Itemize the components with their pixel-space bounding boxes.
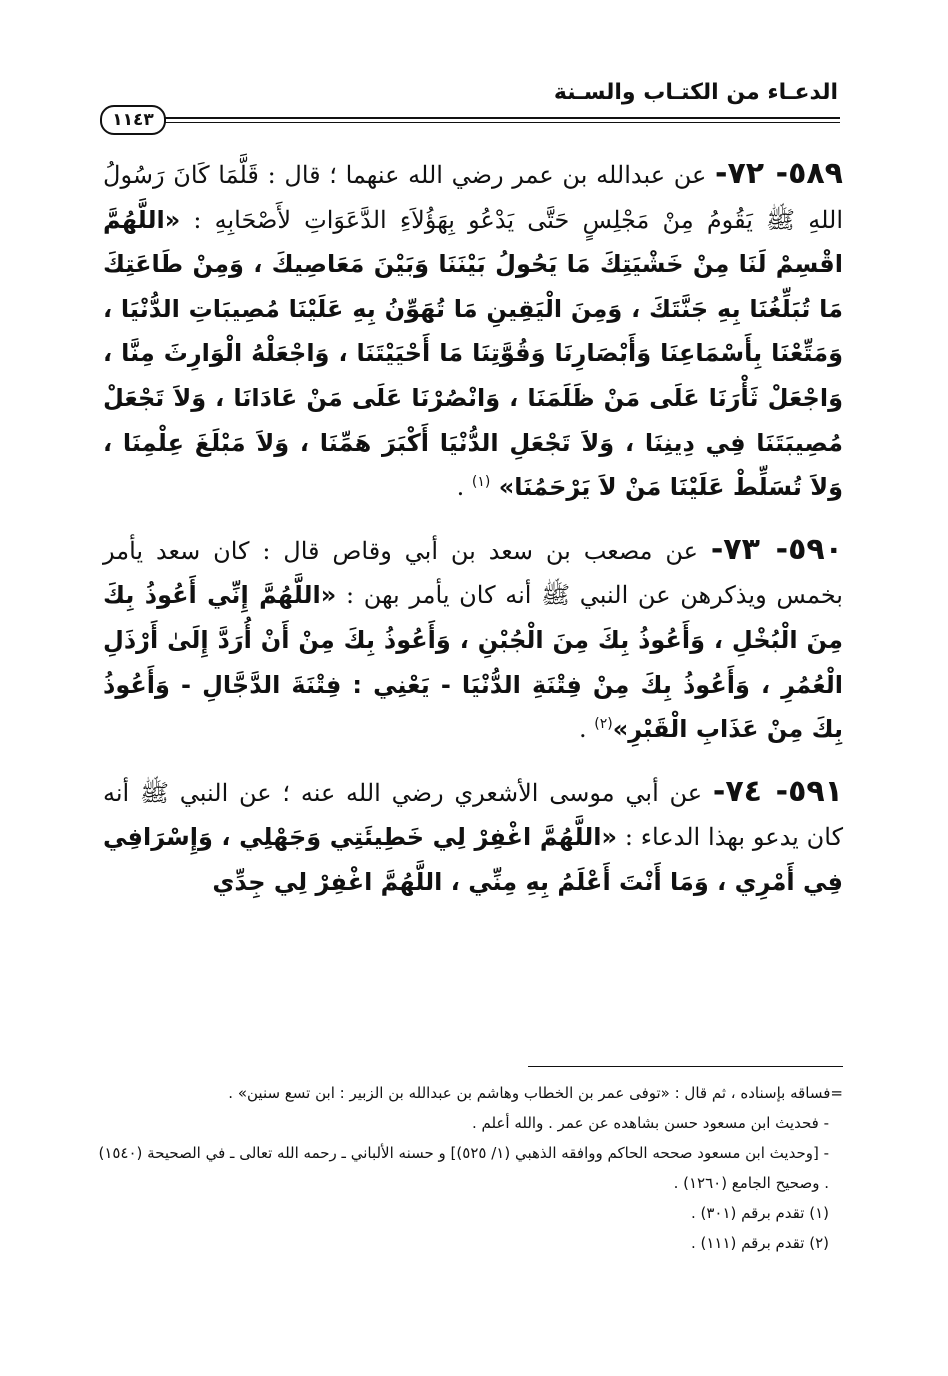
footnote-ref: (١) bbox=[471, 474, 491, 491]
page-number-badge bbox=[100, 105, 166, 135]
body-text bbox=[103, 152, 843, 905]
hadith-intro: عن عبدالله بن عمر رضي الله عنهما ؛ قال : قَلَّمَا كَانَ رَسُولُ اللهِ ﷺ يَقُومُ مِنْ مَجْلِسٍ حَتَّى يَدْعُو بِهَؤُلاَءِ الدَّعَوَاتِ لأَصْحَابِهِ : bbox=[103, 161, 843, 234]
footnote-note-a: - فحديث ابن مسعود حسن بشاهده عن عمر . والله أعلم . bbox=[471, 1114, 829, 1132]
footnotes bbox=[98, 1078, 843, 1258]
footnote-ref: (٢) bbox=[594, 716, 613, 733]
page-number: ١١٤٣ bbox=[112, 110, 154, 130]
hadith-590 bbox=[103, 528, 843, 752]
footnote-2: (٢) تقدم برقم (١١١) . bbox=[690, 1234, 829, 1252]
hadith-tail: . bbox=[456, 473, 472, 502]
hadith-number: ٥٩٠- ٧٣- bbox=[710, 531, 843, 567]
hadith-tail: . bbox=[579, 715, 595, 744]
hadith-dua: «اللَّهُمَّ إِنِّي أَعُوذُ بِكَ مِنَ الْبُخْلِ ، وَأَعُوذُ بِكَ مِنَ الْجُبْنِ ، وَأَعُوذُ بِكَ مِنْ أَنْ أُرَدَّ إِلَىٰ أَرْذَلِ الْعُمُرِ ، وَأَعُوذُ بِكَ مِنْ فِتْنَةِ الدُّنْيَا - يَعْنِي : فِتْنَةَ الدَّجَّالِ - وَأَعُوذُ بِكَ مِنْ عَذَابِ الْقَبْرِ» bbox=[103, 581, 843, 744]
footnote-1: (١) تقدم برقم (٣٠١) . bbox=[690, 1204, 829, 1222]
hadith-number: ٥٩١- ٧٤- bbox=[712, 773, 843, 809]
hadith-589 bbox=[103, 152, 843, 510]
hadith-intro: عن مصعب بن سعد بن أبي وقاص قال : كان سعد يأمر بخمس ويذكرهن عن النبي ﷺ أنه كان يأمر بهن : bbox=[103, 536, 843, 610]
hadith-591 bbox=[103, 770, 843, 905]
hadith-dua: «اللَّهُمَّ اقْسِمْ لَنَا مِنْ خَشْيَتِكَ مَا يَحُولُ بَيْنَنَا وَبَيْنَ مَعَاصِيكَ ، وَمِنْ طَاعَتِكَ مَا تُبَلِّغُنَا بِهِ جَنَّتَكَ ، وَمِنَ الْيَقِينِ مَا تُهَوِّنُ بِهِ عَلَيْنَا مُصِيبَاتِ الدُّنْيَا ، وَمَتِّعْنَا بِأَسْمَاعِنَا وَأَبْصَارِنَا وَقُوَّتِنَا مَا أَحْيَيْتَنَا ، وَاجْعَلْهُ الْوَارِثَ مِنَّا ، وَاجْعَلْ ثَأْرَنَا عَلَى مَنْ ظَلَمَنَا ، وَانْصُرْنَا عَلَى مَنْ عَادَانَا ، وَلاَ تَجْعَلْ مُصِيبَتَنَا فِي دِينِنَا ، وَلاَ تَجْعَلِ الدُّنْيَا أَكْبَرَ هَمِّنَا ، وَلاَ مَبْلَغَ عِلْمِنَا ، وَلاَ تُسَلِّطْ عَلَيْنَا مَنْ لاَ يَرْحَمُنَا» bbox=[103, 205, 843, 502]
hadith-dua: «اللَّهُمَّ اغْفِرْ لِي خَطِيئَتِي وَجَهْلِي ، وَإِسْرَافِي فِي أَمْرِي ، وَمَا أَنْتَ أَعْلَمُ بِهِ مِنِّي ، اللَّهُمَّ اغْفِرْ لِي جِدِّي bbox=[103, 823, 843, 896]
footnote-note-b: - [وحديث ابن مسعود صححه الحاكم ووافقه الذهبي (١/ ٥٢٥)] و حسنه الألباني ـ رحمه الله تعالى ـ في الصحيحة (١٥٤٠) . وصحيح الجامع (١٢٦٠) . bbox=[98, 1144, 829, 1192]
header-rule bbox=[160, 117, 840, 119]
footnote-separator bbox=[528, 1066, 843, 1067]
hadith-number: ٥٨٩- ٧٢- bbox=[715, 156, 843, 191]
running-title: الدعـاء من الكتـاب والسـنة bbox=[553, 80, 838, 105]
footnote-continuation: =فساقه بإسناده ، ثم قال : «توفى عمر بن الخطاب وهاشم بن عبدالله بن الزبير : ابن تسع سنين» . bbox=[228, 1084, 843, 1102]
header-rule-thin bbox=[160, 122, 840, 123]
hadith-intro: عن أبي موسى الأشعري رضي الله عنه ؛ عن النبي ﷺ أنه كان يدعو بهذا الدعاء : bbox=[103, 778, 844, 852]
